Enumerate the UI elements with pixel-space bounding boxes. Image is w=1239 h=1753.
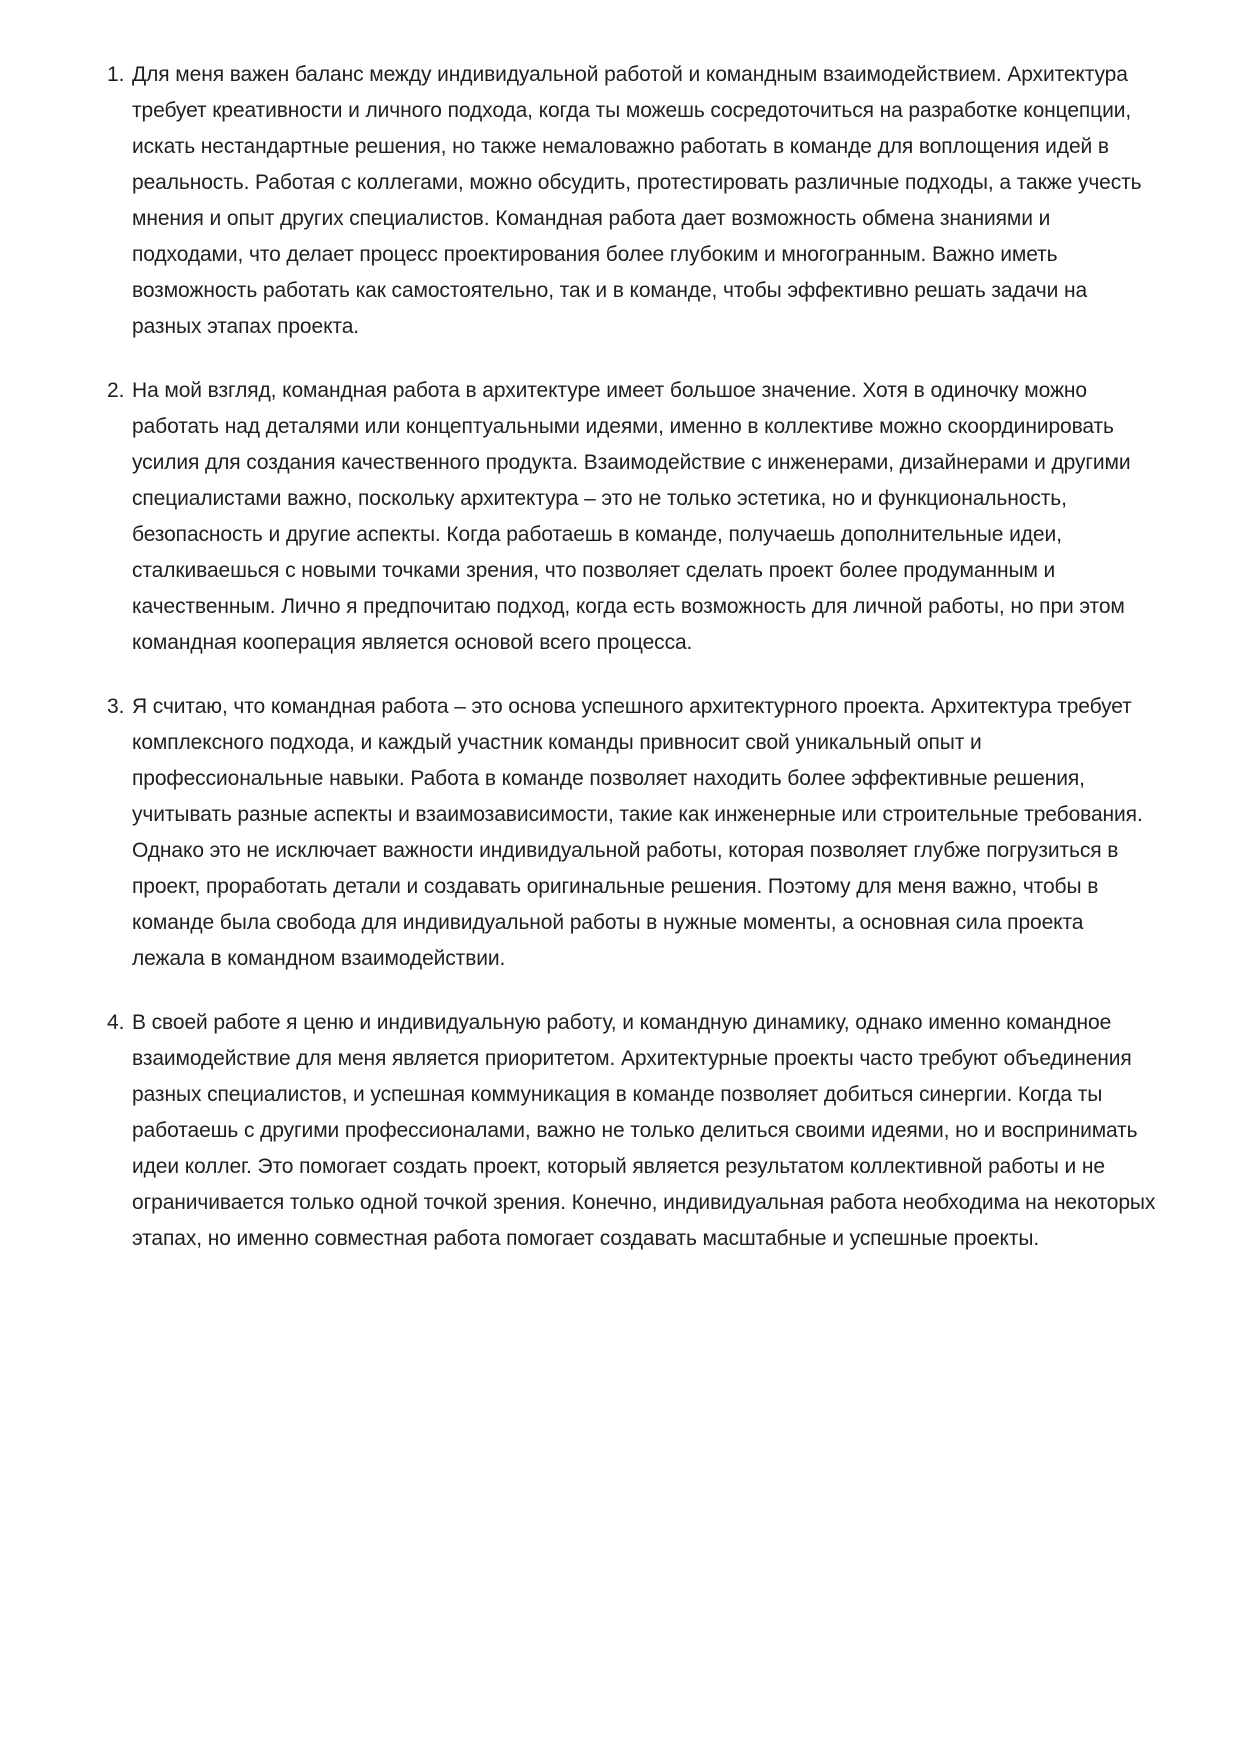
list-item-text: Я считаю, что командная работа – это основа успешного архитектурного проекта. Архитектура требует комплексного подхода, и каждый участник команды привносит свой уникальный опыт и профессиональные навыки. Работа в команде позволяет находить более эффективные решения, учитывать разные аспекты и взаимозависимости, такие как инженерные или строительные требования. Однако это не исключает важности индивидуальной работы, которая позволяет глубже погрузиться в проект, проработать детали и создавать оригинальные решения. Поэтому для меня важно, чтобы в команде была свобода для индивидуальной работы в нужные моменты, а основная сила проекта лежала в командном взаимодействии. [132,695,1143,970]
list-item-number: 3. [107,695,125,718]
list-item-text: На мой взгляд, командная работа в архитектуре имеет большое значение. Хотя в одиночку можно работать над деталями или концептуальными идеями, именно в коллективе можно скоординировать усилия для создания качественного продукта. Взаимодействие с инженерами, дизайнерами и другими специалистами важно, поскольку архитектура – это не только эстетика, но и функциональность, безопасность и другие аспекты. Когда работаешь в команде, получаешь дополнительные идеи, сталкиваешься с новыми точками зрения, что позволяет сделать проект более продуманным и качественным. Лично я предпочитаю подход, когда есть возможность для личной работы, но при этом командная кооперация является основой всего процесса. [132,379,1131,654]
list-item [107,1005,1157,1257]
list-item [107,373,1157,661]
answer-list [107,57,1157,1285]
list-item-number: 4. [107,1011,125,1034]
list-item-number: 2. [107,379,125,402]
list-item [107,57,1157,345]
list-item-text: В своей работе я ценю и индивидуальную работу, и командную динамику, однако именно командное взаимодействие для меня является приоритетом. Архитектурные проекты часто требуют объединения разных специалистов, и успешная коммуникация в команде позволяет добиться синергии. Когда ты работаешь с другими профессионалами, важно не только делиться своими идеями, но и воспринимать идеи коллег. Это помогает создать проект, который является результатом коллективной работы и не ограничивается только одной точкой зрения. Конечно, индивидуальная работа необходима на некоторых этапах, но именно совместная работа помогает создавать масштабные и успешные проекты. [132,1011,1156,1250]
list-item-number: 1. [107,63,125,86]
list-item [107,689,1157,977]
list-item-text: Для меня важен баланс между индивидуальной работой и командным взаимодействием. Архитектура требует креативности и личного подхода, когда ты можешь сосредоточиться на разработке концепции, искать нестандартные решения, но также немаловажно работать в команде для воплощения идей в реальность. Работая с коллегами, можно обсудить, протестировать различные подходы, а также учесть мнения и опыт других специалистов. Командная работа дает возможность обмена знаниями и подходами, что делает процесс проектирования более глубоким и многогранным. Важно иметь возможность работать как самостоятельно, так и в команде, чтобы эффективно решать задачи на разных этапах проекта. [132,63,1142,338]
